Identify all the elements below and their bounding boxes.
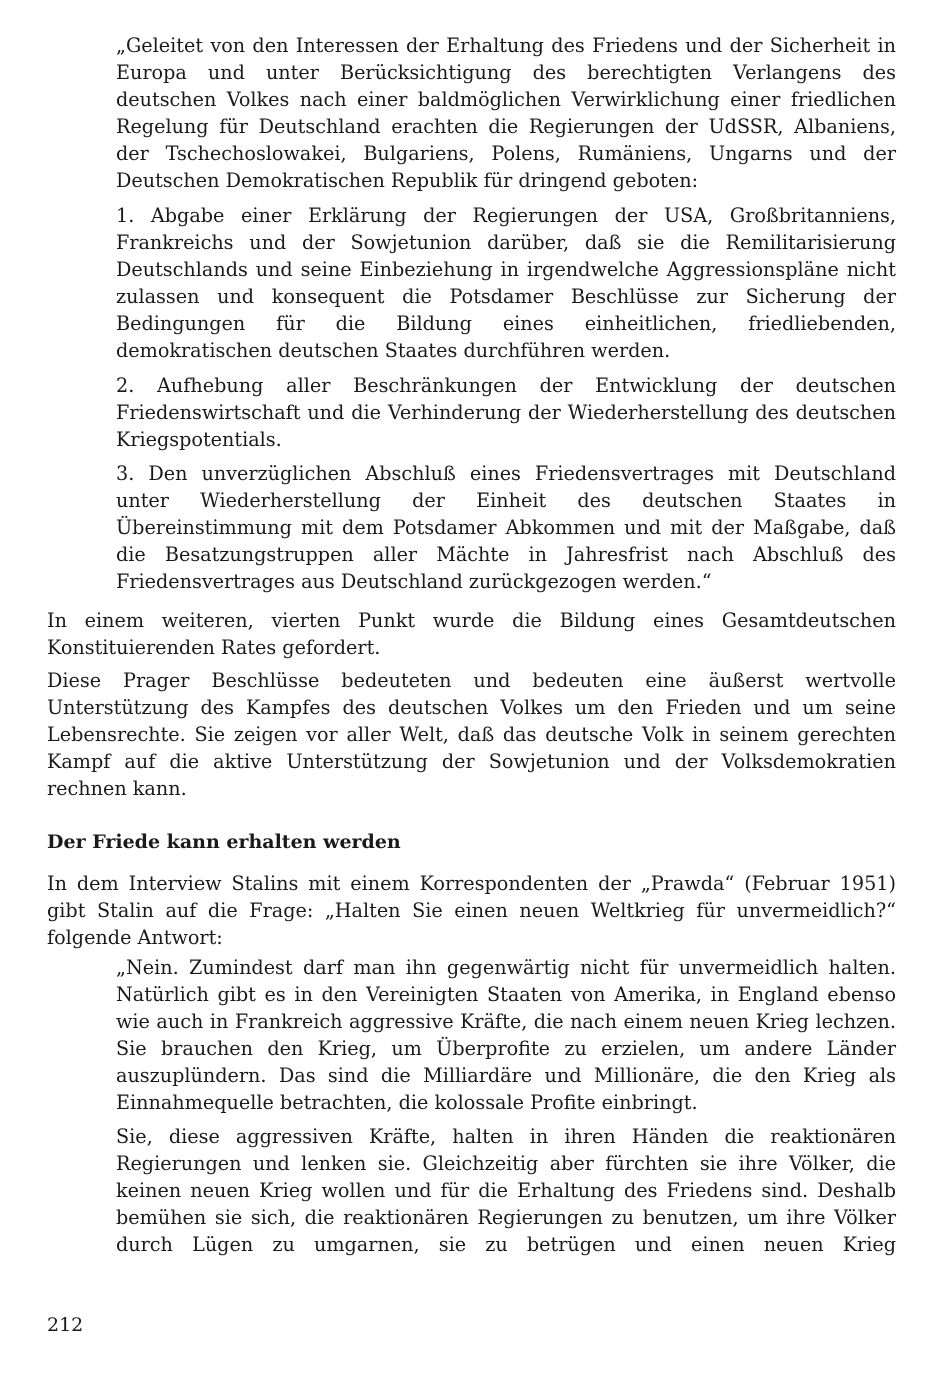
section-heading: Der Friede kann erhalten werden: [47, 831, 401, 853]
quote-intro-paragraph: „Geleitet von den Interessen der Erhaltung des Friedens und der Sicherheit in Europa und unter Berücksichtigung des berechtigten Verlangens des deutschen Volkes nach einer baldmöglichen Verwirklichung einer friedlichen Regelung für Deutschland erachten die Regierungen der UdSSR, Albaniens, der Tschechoslowakei, Bulgariens, Polens, Rumäniens, Ungarns und der Deutschen Demokratischen Republik für dringend geboten:: [116, 34, 896, 192]
quote-point-2: 2. Aufhebung aller Beschränkungen der Entwicklung der deutschen Friedenswirtschaft und die Verhinderung der Wiederherstellung des deutschen Kriegspotentials.: [116, 374, 896, 451]
quote-point-1: 1. Abgabe einer Erklärung der Regierungen der USA, Großbritanniens, Frankreichs und der Sowjetunion darüber, daß sie die Remilitarisierung Deutschlands und seine Einbeziehung in irgendwelche Aggressionspläne nicht zulassen und konsequent die Potsdamer Beschlüsse zur Sicherung der Bedingungen für die Bildung eines einheitlichen, friedliebenden, demokratischen deutschen Staates durchführen werden.: [116, 204, 896, 362]
section-intro-paragraph: In dem Interview Stalins mit einem Korrespondenten der „Prawda“ (Februar 1951) gibt Stalin auf die Frage: „Halten Sie einen neuen Weltkrieg für unvermeidlich?“ folgende Antwort:: [47, 872, 896, 949]
page-number: 212: [47, 1314, 84, 1336]
body-paragraph-1: In einem weiteren, vierten Punkt wurde die Bildung eines Gesamtdeutschen Konstituierenden Rates gefordert.: [47, 609, 896, 659]
stalin-quote-paragraph-2: Sie, diese aggressiven Kräfte, halten in ihren Händen die reaktionären Regierungen und lenken sie. Gleichzeitig aber fürchten sie ihre Völker, die keinen neuen Krieg wollen und für die Erhaltung des Friedens sind. Deshalb bemühen sie sich, die reaktionären Regierungen zu benutzen, um ihre Völker durch Lügen zu umgarnen, sie zu betrügen und einen neuen Krieg: [116, 1125, 896, 1256]
quote-point-3: 3. Den unverzüglichen Abschluß eines Friedensvertrages mit Deutschland unter Wiederherstellung der Einheit des deutschen Staates in Übereinstimmung mit dem Potsdamer Abkommen und mit der Maßgabe, daß die Besatzungstruppen aller Mächte in Jahresfrist nach Abschluß des Friedensvertrages aus Deutschland zurückgezogen werden.“: [116, 462, 896, 593]
body-paragraph-2: Diese Prager Beschlüsse bedeuteten und bedeuten eine äußerst wertvolle Unterstützung des Kampfes des deutschen Volkes um den Frieden und um seine Lebensrechte. Sie zeigen vor aller Welt, daß das deutsche Volk in seinem gerechten Kampf auf die aktive Unterstützung der Sowjetunion und der Volksdemokratien rechnen kann.: [47, 669, 896, 800]
stalin-quote-paragraph-1: „Nein. Zumindest darf man ihn gegenwärtig nicht für unvermeidlich halten. Natürlich gibt es in den Vereinigten Staaten von Amerika, in England ebenso wie auch in Frankreich aggressive Kräfte, die nach einem neuen Krieg lechzen. Sie brauchen den Krieg, um Überprofite zu erzielen, um andere Länder auszuplündern. Das sind die Milliardäre und Millionäre, die den Krieg als Einnahmequelle betrachten, die kolossale Profite einbringt.: [116, 956, 896, 1114]
